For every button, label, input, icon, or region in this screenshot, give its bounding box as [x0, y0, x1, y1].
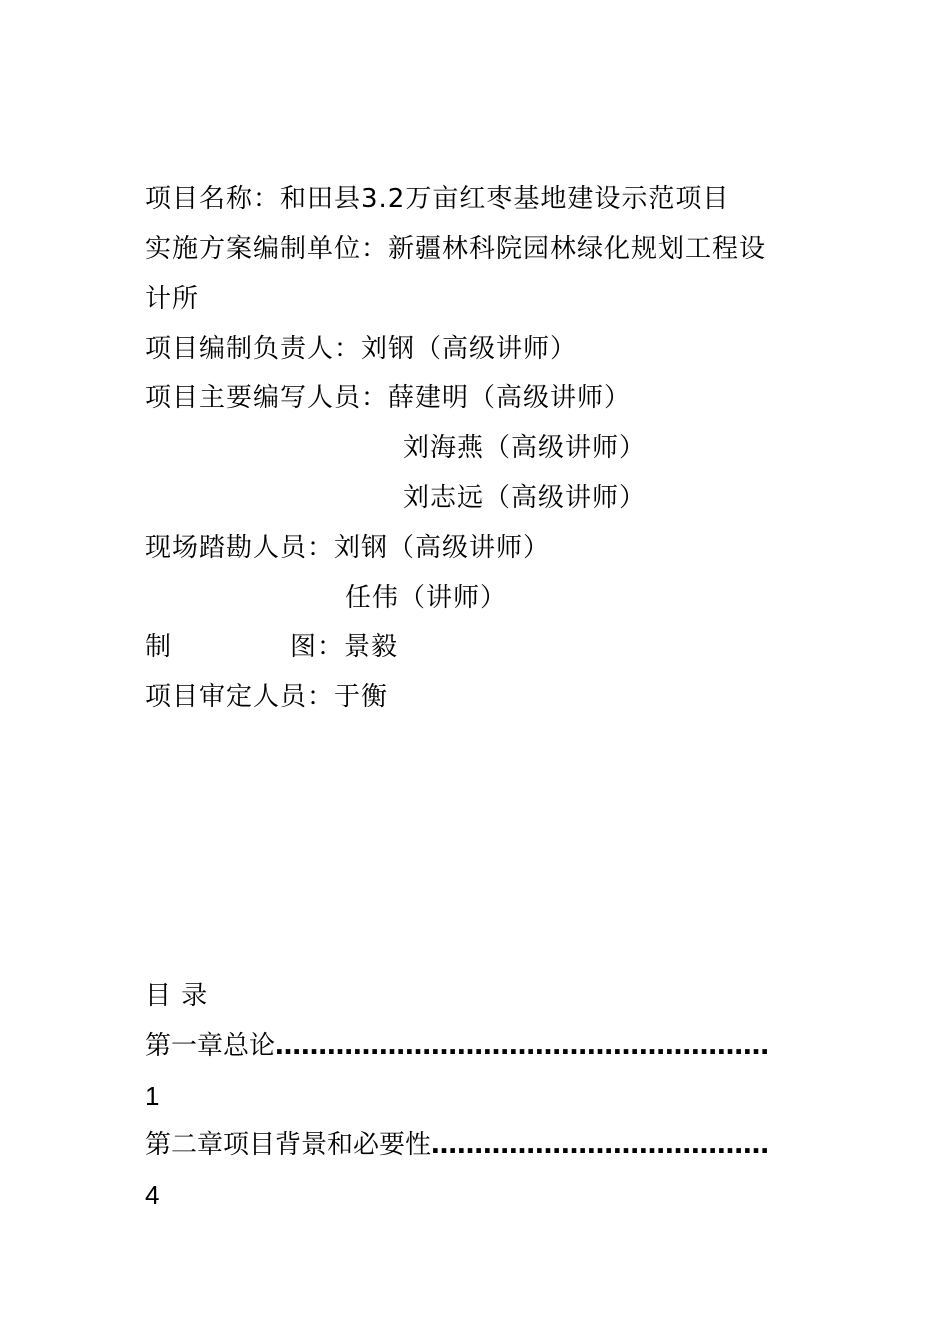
- writer-item: 刘海燕（高级讲师）: [403, 433, 647, 463]
- compiler-unit-line: 实施方案编制单位：新疆林科院园林绿化规划工程设: [145, 234, 767, 264]
- toc-entry-label: 第二章项目背景和必要性: [145, 1130, 432, 1160]
- site-survey-line: 现场踏勘人员：刘钢（高级讲师）: [145, 533, 551, 563]
- writer-item: 刘志远（高级讲师）: [403, 483, 647, 513]
- toc-page-number: 4: [145, 1180, 161, 1210]
- drawing-label-start: 制: [145, 632, 173, 662]
- toc-entry-label: 第一章总论: [145, 1031, 276, 1061]
- compiler-unit-line-continued: 计所: [145, 284, 200, 314]
- project-name-line: 项目名称：和田县3.2万亩红枣基地建设示范项目: [145, 184, 730, 214]
- surveyor-item: 任伟（讲师）: [345, 583, 508, 613]
- toc-leader-dots: …………………………………………………: [275, 1031, 770, 1061]
- main-writers-line: 项目主要编写人员：薛建明（高级讲师）: [145, 383, 632, 413]
- responsible-person-line: 项目编制负责人：刘钢（高级讲师）: [145, 334, 578, 364]
- toc-entry[interactable]: [145, 1026, 810, 1066]
- drawing-line: [145, 627, 810, 667]
- toc-entry[interactable]: [145, 1125, 810, 1165]
- toc-page-number: 1: [145, 1081, 161, 1111]
- reviewer-line: 项目审定人员：于衡: [145, 682, 389, 712]
- toc-leader-dots: …………………………………: [431, 1130, 770, 1160]
- drawing-label-end: 图：景毅: [290, 632, 399, 662]
- toc-title: 目 录: [145, 981, 209, 1011]
